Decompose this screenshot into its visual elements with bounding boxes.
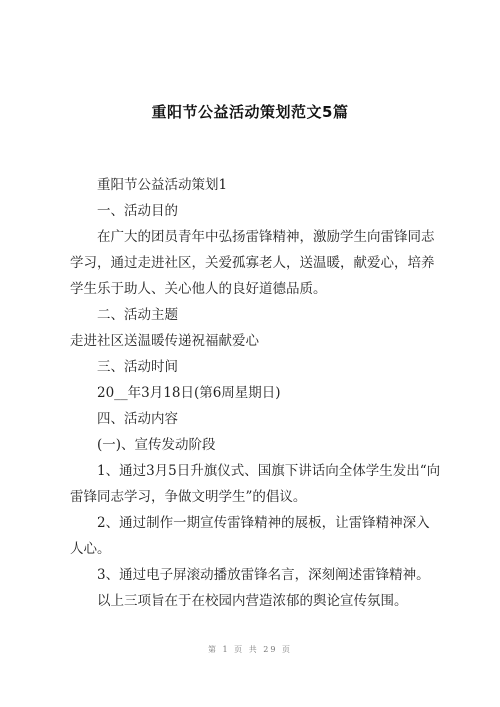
paragraph-item-1: 1、通过3月5日升旗仪式、国旗下讲话向全体学生发出“向雷锋同志学习，争做文明学生”的倡议。 [70,463,441,505]
document-title: 重阳节公益活动策划范文5篇 [151,103,349,121]
paragraph-heading-purpose: 一、活动目的 [97,203,178,219]
paragraph-section-heading: 重阳节公益活动策划1 [97,177,228,193]
page-number-footer: 第 1 页 共 29 页 [208,645,292,654]
paragraph-time-text: 20__年3月18日(第6周星期日) [97,385,281,401]
paragraph-item-3: 3、通过电子屏滚动播放雷锋名言，深刻阐述雷锋精神。 [97,567,430,583]
paragraph-purpose-text: 在广大的团员青年中弘扬雷锋精神，激励学生向雷锋同志学习，通过走进社区，关爱孤寡老人，送温暖，献爱心，培养学生乐于助人、关心他人的良好道德品质。 [70,229,435,297]
paragraph-summary: 以上三项旨在于在校园内营造浓郁的舆论宣传氛围。 [97,593,408,609]
paragraph-theme-text: 走进社区送温暖传递祝福献爱心 [70,333,259,349]
paragraph-heading-theme: 二、活动主题 [97,307,178,323]
paragraph-heading-content: 四、活动内容 [97,411,178,427]
document-body [70,172,442,614]
paragraph-heading-time: 三、活动时间 [97,359,178,375]
paragraph-subheading-publicity: (一)、宣传发动阶段 [97,437,216,453]
paragraph-item-2: 2、通过制作一期宣传雷锋精神的展板，让雷锋精神深入人心。 [70,515,430,557]
